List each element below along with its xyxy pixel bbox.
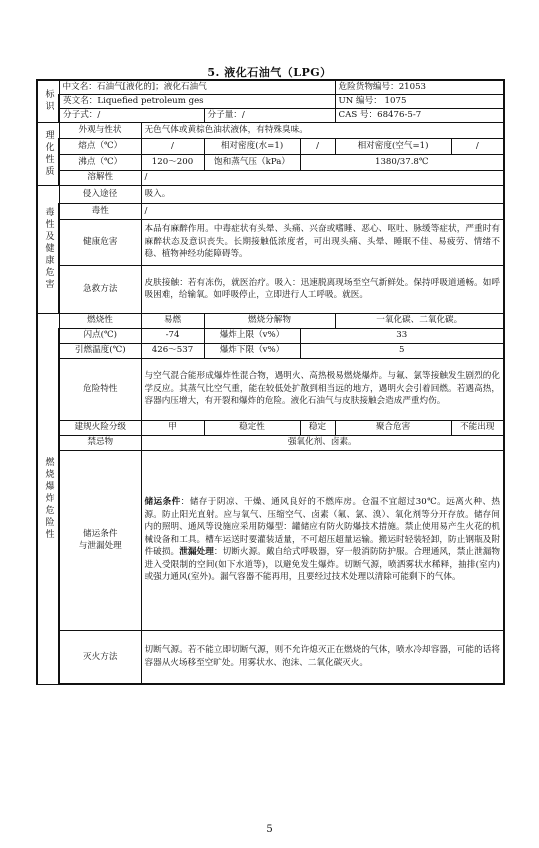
storage-text: ：储存于阴凉、干燥、通风良好的不燃库房。仓温不宜超过30℃。远离火种、热源。防止阳光直射。应与氧气、压缩空气、卤素（氟、氯、溴）、氧化剂等分开存放。储存间内的照明、通风等设施应采用防爆型：罐储应有防火防爆技术措施。禁止使用易产生火花的机械设备和工具。槽车运送时要灌装适量，不可超压超量运输。搬运时轻装轻卸，防止钢瓶及附件破损。	[144, 497, 501, 558]
storage-label-line2: 与泄漏处理	[78, 541, 122, 551]
polymer-value: 不能出现	[451, 420, 504, 435]
row-formula	[37, 108, 504, 122]
boiling-label: 沸点（℃）	[59, 154, 141, 170]
row-storage	[37, 450, 504, 630]
row-toxicity	[37, 203, 504, 219]
flash-label: 闪点(℃)	[59, 328, 141, 343]
health-value: 本品有麻醉作用。中毒症状有头晕、头痛、兴奋或嗜睡、恶心、呕吐、脉缓等症状，严重时有麻醉状态及意识丧失。长期接触低浓度者，可出现头痛、头晕、睡眠不佳、易疲劳、情绪不稳、植物神经功能障碍等。	[141, 219, 504, 265]
incompat-label: 禁忌物	[59, 435, 141, 450]
category-toxicity: 毒性及健康危害	[37, 185, 59, 313]
combustion-products-label: 燃烧分解物	[204, 313, 335, 328]
category-identification: 标识	[37, 80, 59, 122]
flammability-value: 易燃	[141, 313, 204, 328]
firstaid-label: 急救方法	[59, 265, 141, 313]
boiling-value: 120～200	[141, 154, 204, 170]
row-melting	[37, 138, 504, 154]
row-ignition	[37, 343, 504, 358]
combustion-products-value: 一氧化碳、二氧化碳。	[335, 313, 504, 328]
leak-title: 泄漏处理	[179, 547, 214, 558]
leak-text: ：切断火源。戴自给式呼吸器，穿一般消防防护服。合理通风，禁止泄漏物进入受限制的空间(如下水道等)，以避免发生爆炸。切断气源，喷洒雾状水稀释，抽排(室内)或强力通风(室外)。漏气容器不能再用，且要经过技术处理以清除可能剩下的气体。	[144, 547, 501, 583]
section-title: 5. 液化石油气（LPG）	[207, 66, 332, 79]
row-cn-name	[37, 80, 504, 94]
dg-number: 危险货物编号：21053	[335, 80, 504, 94]
row-route	[37, 185, 504, 203]
fire-class-label: 建规火险分级	[59, 420, 141, 435]
row-solubility	[37, 170, 504, 185]
upper-limit-value: 33	[300, 328, 504, 343]
toxicity-value: /	[141, 203, 504, 219]
extinguish-value: 切断气源。若不能立即切断气源，则不允许熄灭正在燃烧的气体，喷水冷却容器，可能的话将容器从火场移至空旷处。用雾状水、泡沫、二氧化碳灭火。	[141, 630, 504, 684]
row-boiling	[37, 154, 504, 170]
appearance-label: 外观与性状	[59, 122, 141, 138]
cn-name: 中文名：石油气[液化的]；液化石油气	[59, 80, 335, 94]
row-flammability	[37, 313, 504, 328]
rel-density-air-label: 相对密度(空气=1)	[335, 138, 451, 154]
row-extinguish	[37, 630, 504, 684]
en-name: 英文名：Liquefied petroleum ges	[59, 94, 335, 108]
row-health	[37, 219, 504, 265]
row-incompat	[37, 435, 504, 450]
rel-density-water-label: 相对密度(水=1)	[204, 138, 300, 154]
formula: 分子式：/	[59, 108, 204, 122]
melting-value: /	[141, 138, 204, 154]
lower-limit-label: 爆炸下限（v%）	[204, 343, 300, 358]
row-firstaid	[37, 265, 504, 313]
rel-density-air-value: /	[451, 138, 504, 154]
solubility-value: /	[141, 170, 504, 185]
vapor-pressure-label: 饱和蒸气压（kPa）	[204, 154, 300, 170]
stability-value: 稳定	[300, 420, 335, 435]
route-value: 吸入。	[141, 185, 504, 203]
fire-class-value: 甲	[141, 420, 204, 435]
flash-value: -74	[141, 328, 204, 343]
mol-weight: 分子量：/	[204, 108, 335, 122]
health-label: 健康危害	[59, 219, 141, 265]
vapor-pressure-value: 1380/37.8℃	[300, 154, 504, 170]
page-number: 5	[266, 824, 273, 835]
storage-value	[141, 450, 504, 630]
firstaid-value: 皮肤接触：若有冻伤，就医治疗。吸入：迅速脱离现场至空气新鲜处。保持呼吸道通畅。如呼吸困难，给输氧。如呼吸停止，立即进行人工呼吸。就医。	[141, 265, 504, 313]
row-hazard	[37, 358, 504, 420]
route-label: 侵入途径	[59, 185, 141, 203]
storage-label	[59, 450, 141, 630]
upper-limit-label: 爆炸上限（v%）	[204, 328, 300, 343]
solubility-label: 溶解性	[59, 170, 141, 185]
un-number: UN 编号： 1075	[335, 94, 504, 108]
polymer-label: 聚合危害	[335, 420, 451, 435]
rel-density-water-value: /	[300, 138, 335, 154]
flammability-label: 燃烧性	[59, 313, 141, 328]
category-physchem: 理化性质	[37, 122, 59, 185]
incompat-value: 强氧化剂、卤素。	[141, 435, 504, 450]
toxicity-label: 毒性	[59, 203, 141, 219]
stability-label: 稳定性	[204, 420, 300, 435]
appearance-value: 无色气体或黄棕色油状液体，有特殊臭味。	[141, 122, 504, 138]
ignition-value: 426～537	[141, 343, 204, 358]
storage-label-line1: 储运条件	[83, 528, 118, 539]
hazard-label: 危险特性	[59, 358, 141, 420]
hazard-value: 与空气混合能形成爆炸性混合物，遇明火、高热极易燃烧爆炸。与氟、氯等接触发生剧烈的化学反应。其蒸气比空气重，能在较低处扩散到相当远的地方，遇明火会引着回燃。若遇高热，容器内压增大，有开裂和爆炸的危险。液化石油气与皮肤接触会造成严重灼伤。	[141, 358, 504, 420]
row-fire-class	[37, 420, 504, 435]
row-en-name	[37, 94, 504, 108]
category-fire: 燃烧爆炸危险性	[37, 313, 59, 684]
storage-title: 储运条件	[144, 497, 181, 508]
row-appearance	[37, 122, 504, 138]
cas-number: CAS 号：68476-5-7	[335, 108, 504, 122]
extinguish-label: 灭火方法	[59, 630, 141, 684]
row-flash	[37, 328, 504, 343]
melting-label: 熔点（℃）	[59, 138, 141, 154]
lower-limit-value: 5	[300, 343, 504, 358]
ignition-label: 引燃温度(℃)	[59, 343, 141, 358]
msds-table	[36, 79, 505, 685]
